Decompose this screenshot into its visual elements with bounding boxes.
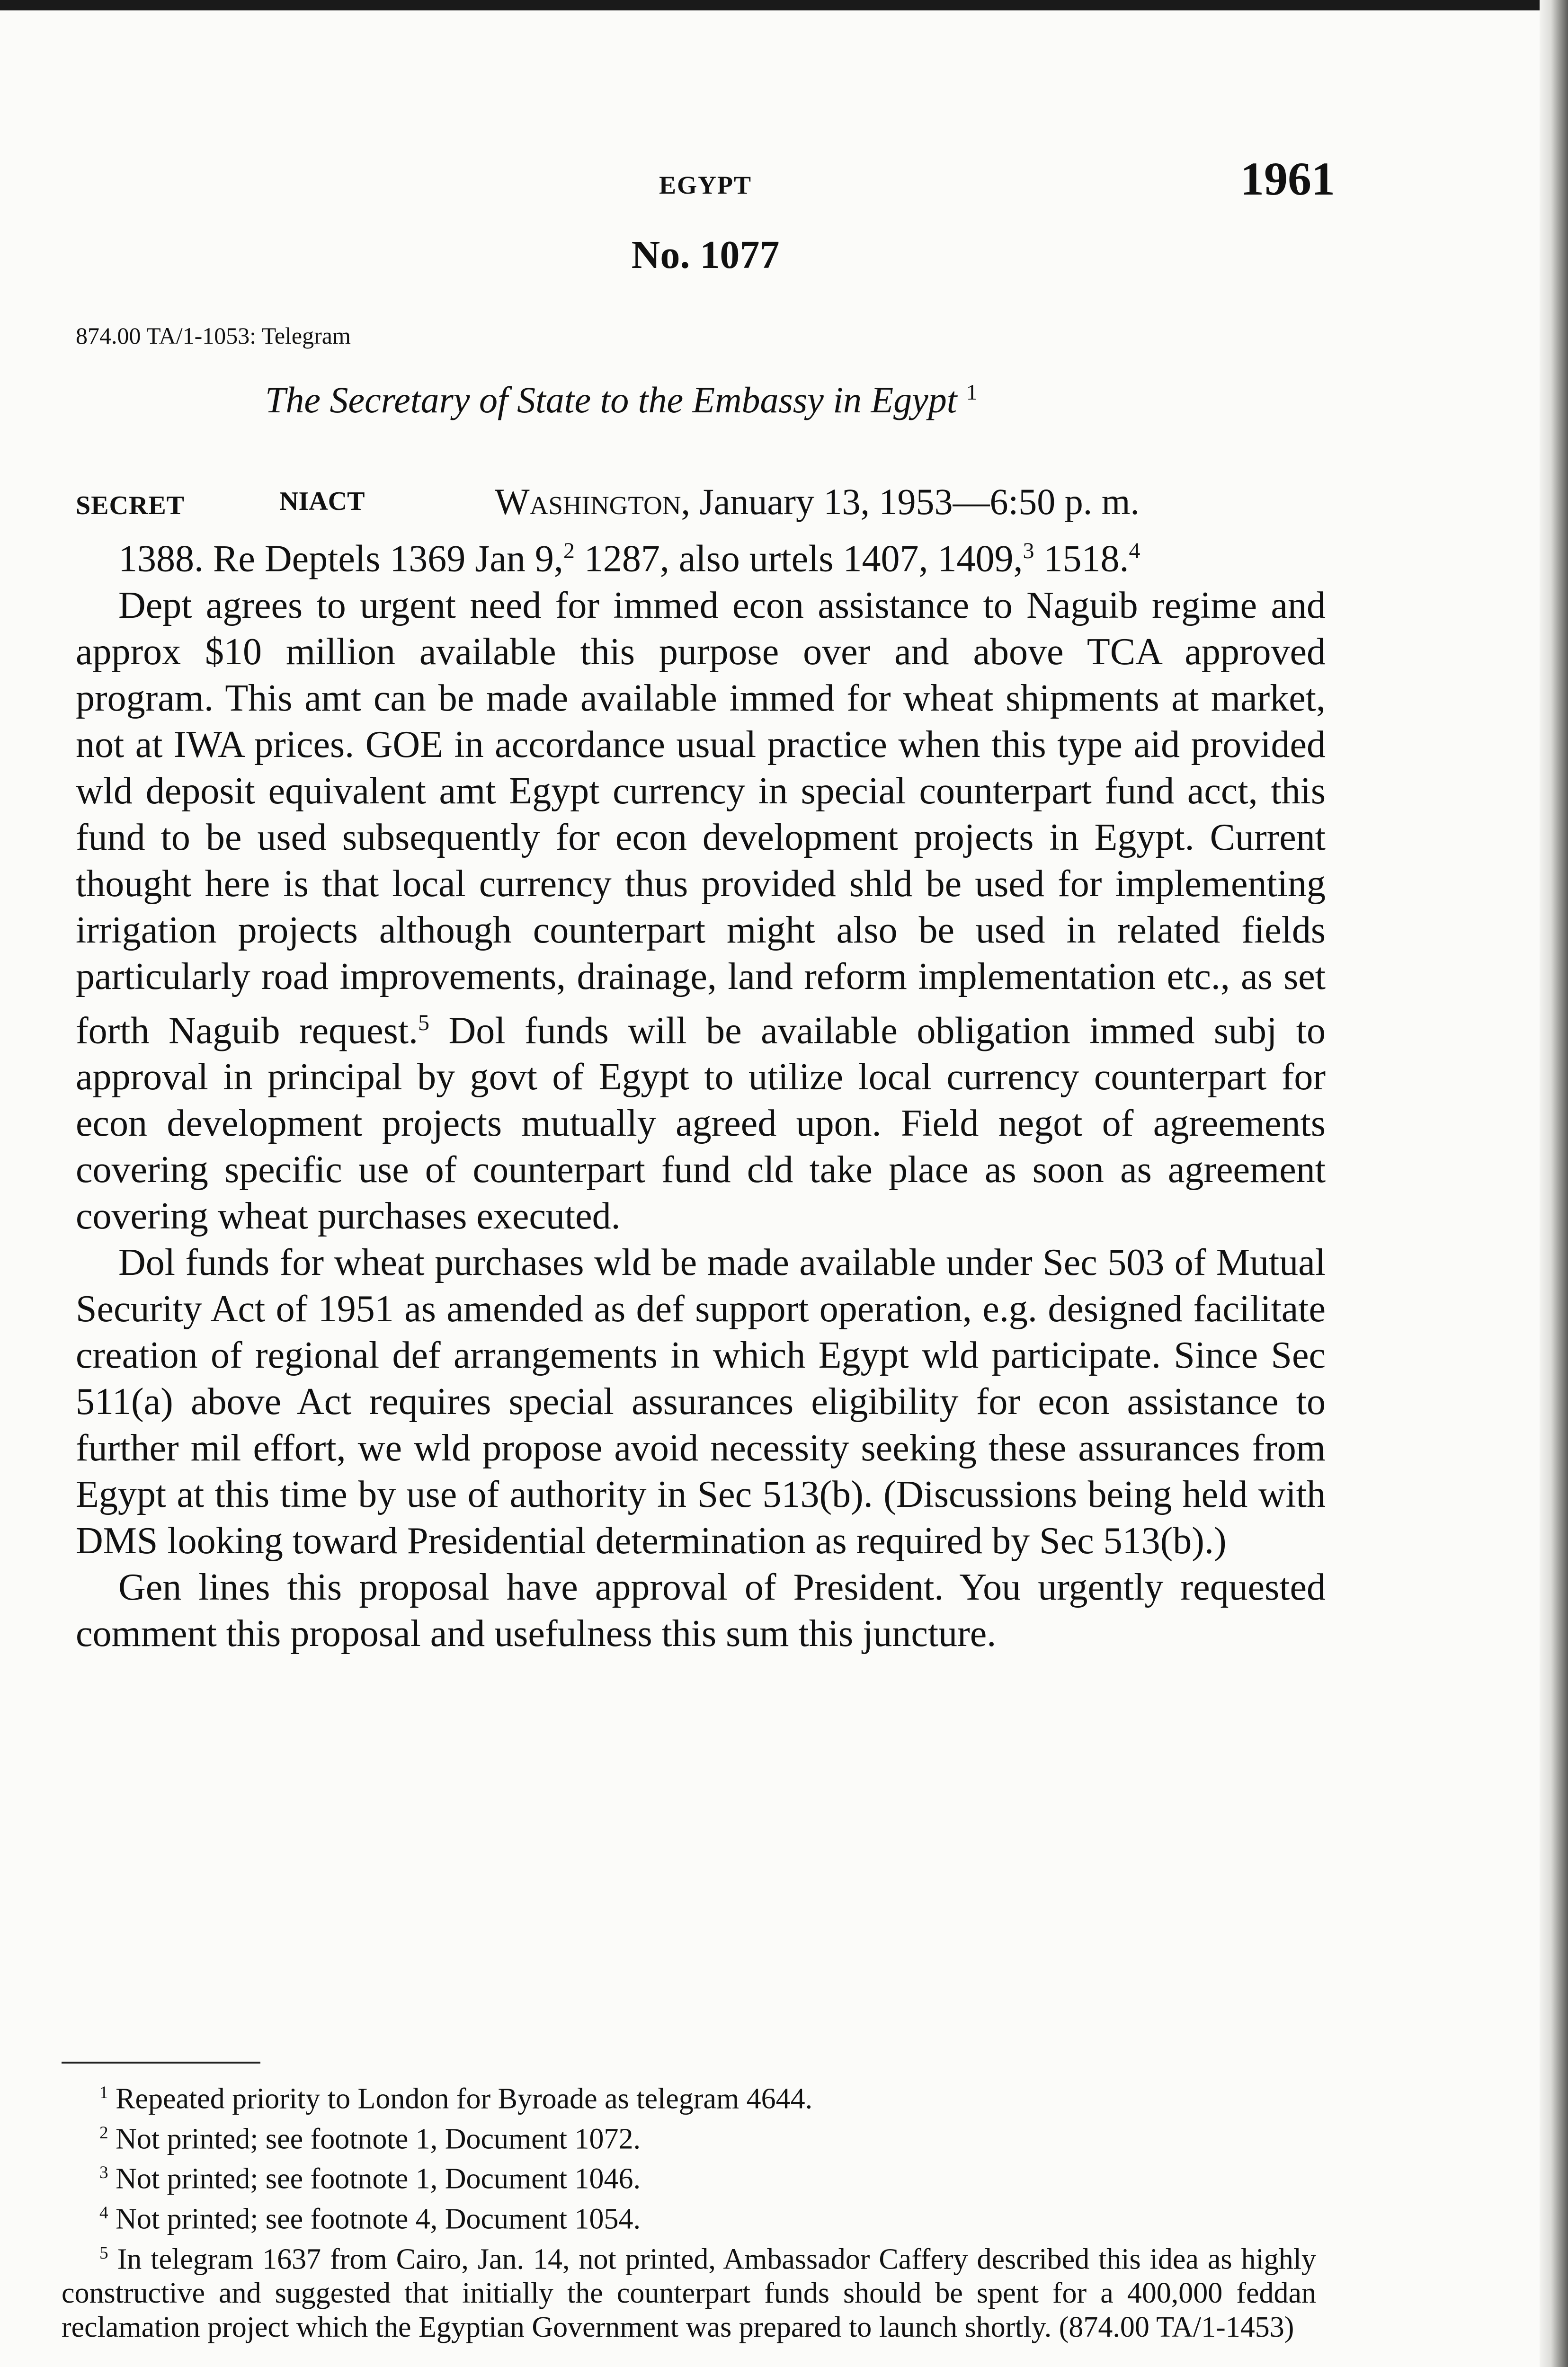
document-title-text: The Secretary of State to the Embassy in Egypt: [265, 379, 957, 420]
dateline: [495, 481, 1140, 523]
footnote-mark: 3: [99, 2163, 108, 2183]
footnote-mark: 5: [99, 2243, 108, 2263]
ref-text-c: 1518.: [1034, 538, 1129, 580]
paragraph: Dol funds for wheat purchases wld be made available under Sec 503 of Mutual Security Act of 1951 as amended as def support operation, e.g. designed facilitate creation of regional def arrangements in which Egypt wld participate. Since Sec 511(a) above Act requires special assurances eligibility for econ assistance to further mil effort, we wld propose avoid necessity seeking these assurances from Egypt at this time by use of authority in Sec 513(b). (Discussions being held with DMS looking toward Presidential determination as required by Sec 513(b).): [76, 1242, 1326, 1562]
reference-line: [76, 528, 1326, 582]
footnote: [62, 2116, 1316, 2156]
footnotes: [62, 2076, 1316, 2344]
precedence: NIACT: [279, 487, 365, 516]
paragraph: [76, 582, 1326, 1240]
footnote: [62, 2236, 1316, 2345]
footnote-mark: 1: [99, 2083, 108, 2102]
page-number: 1961: [1240, 152, 1335, 205]
document-number: No. 1077: [631, 233, 780, 277]
footnote-text: Not printed; see footnote 1, Document 1046.: [116, 2162, 641, 2195]
paragraph: Gen lines this proposal have approval of President. You urgently requested comment this proposal and usefulness this sum this juncture.: [76, 1566, 1326, 1655]
footnote-mark: 2: [563, 538, 575, 563]
ref-text-b: 1287, also urtels 1407, 1409,: [574, 538, 1023, 580]
document-title: [265, 379, 977, 421]
paragraph-text: Dept agrees to urgent need for immed econ assistance to Naguib regime and approx $10 million available this purpose over and above TCA approved program. This amt can be made available immed for wheat shipments at market, not at IWA prices. GOE in accordance usual practice when this type aid provided wld deposit equivalent amt Egypt currency in special counterpart fund acct, this fund to be used subsequently for econ development projects in Egypt. Current thought here is that local currency thus provided shld be used for implementing irrigation projects although counterpart might also be used in related fields particularly road improvements, drainage, land reform implementation etc., as set forth Naguib request.: [76, 584, 1326, 1052]
footnote-text: Not printed; see footnote 4, Document 1054.: [116, 2203, 641, 2235]
scan-right-edge: [1540, 0, 1568, 2367]
dateline-date: January 13, 1953—6:50 p. m.: [699, 481, 1140, 522]
footnote: [62, 2156, 1316, 2196]
footnote-mark: 4: [99, 2203, 108, 2223]
telegram-header: [76, 481, 1335, 523]
footnote-text: Repeated priority to London for Byroade as telegram 4644.: [116, 2082, 813, 2115]
footnote-text: In telegram 1637 from Cairo, Jan. 14, not printed, Ambassador Caffery described this idea as highly constructive and suggested that initially the counterpart funds should be spent for a 400,000 feddan reclamation project which the Egyptian Government was prepared to launch shortly. (874.00 TA/1-1453): [62, 2243, 1317, 2344]
footnote-text: Not printed; see footnote 1, Document 1072.: [116, 2123, 641, 2155]
footnote-mark: 4: [1129, 538, 1140, 563]
footnote-mark: 1: [966, 380, 978, 405]
running-head-section: EGYPT: [659, 171, 752, 199]
scan-top-edge: [0, 0, 1568, 10]
footnote: [62, 2196, 1316, 2236]
telegram-body: [76, 528, 1326, 1657]
running-head: [76, 151, 1335, 213]
dateline-place: Washington,: [495, 481, 690, 522]
footnote-rule: [62, 2062, 260, 2064]
footnote: [62, 2076, 1316, 2116]
ref-text-a: 1388. Re Deptels 1369 Jan 9,: [118, 538, 563, 580]
footnote-mark: 3: [1023, 538, 1034, 563]
classification: SECRET: [76, 491, 185, 520]
paragraph-text: Dol funds will be available obligation immed subj to approval in principal by govt of Egypt to utilize local currency counterpart for econ development projects mutually agreed upon. Field negot of agreements covering specific use of counterpart fund cld take place as soon as agreement covering wheat purchases executed.: [76, 1010, 1326, 1237]
footnote-mark: 2: [99, 2123, 108, 2143]
footnote-mark: 5: [418, 1010, 429, 1035]
file-reference: 874.00 TA/1-1053: Telegram: [76, 322, 351, 349]
